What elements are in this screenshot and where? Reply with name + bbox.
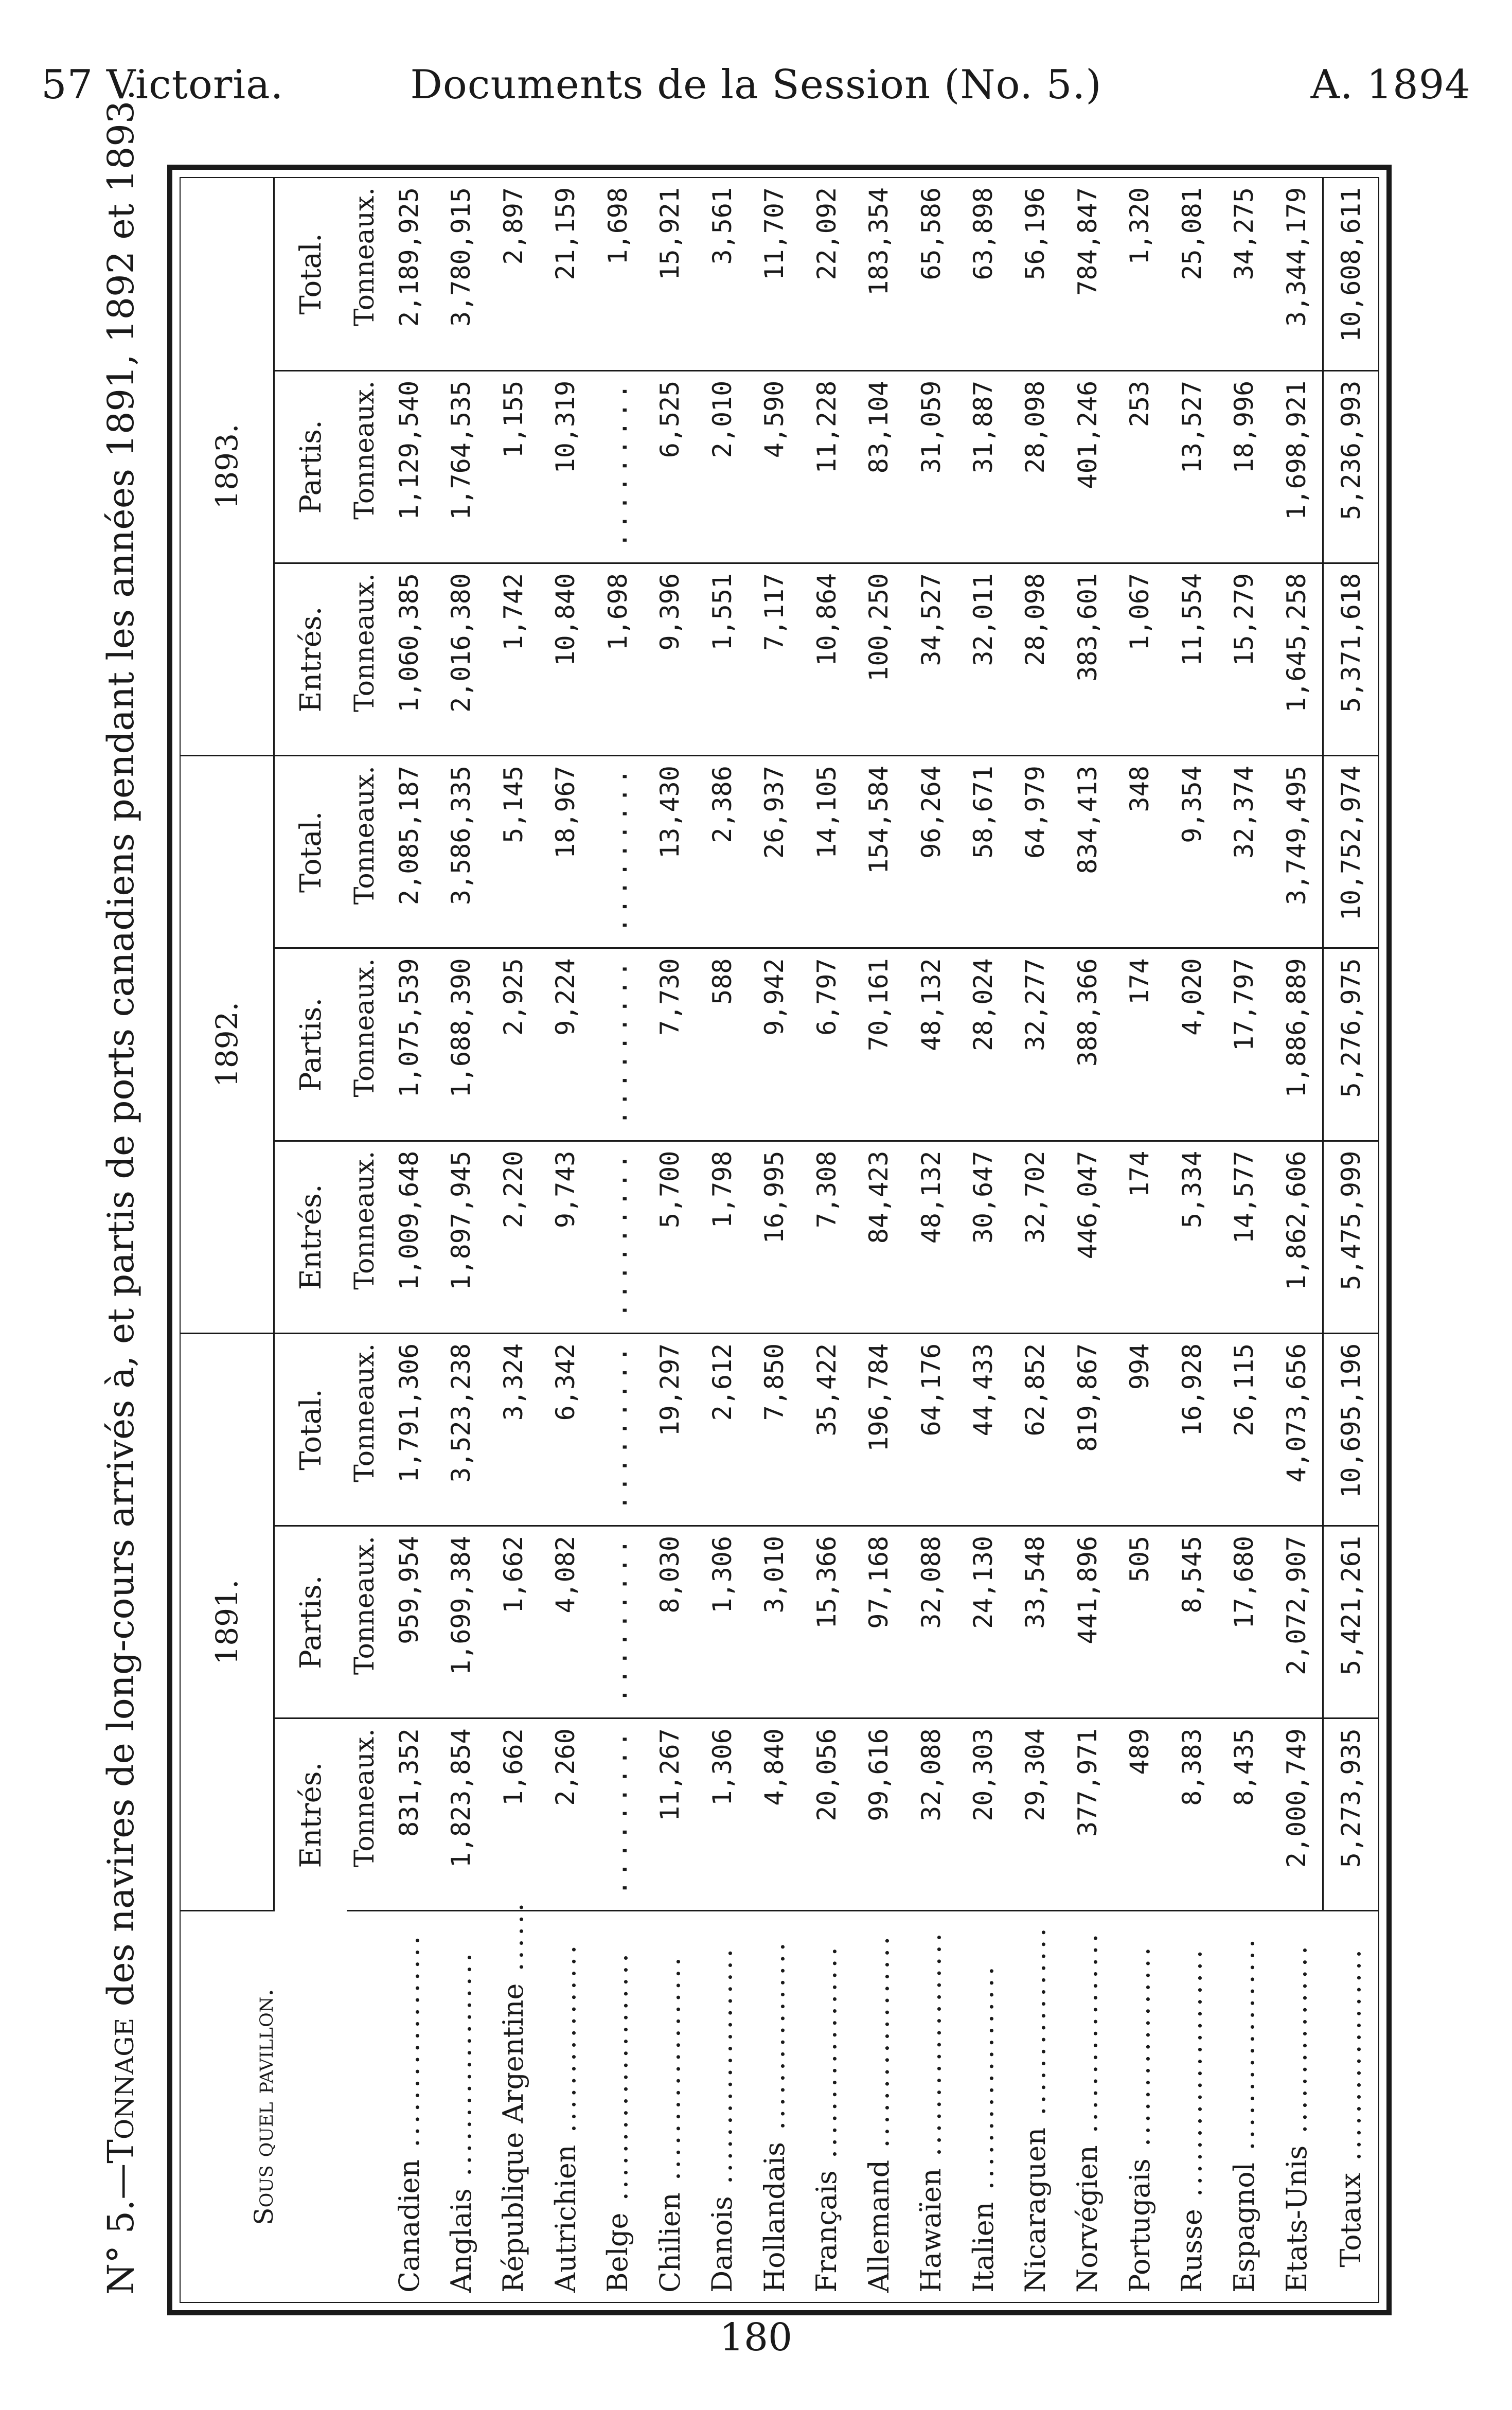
table-row <box>1218 178 1270 2302</box>
table-row <box>487 178 539 2302</box>
tonnage-cell: 834,413 <box>1061 756 1113 948</box>
totals-label <box>1323 1911 1378 2302</box>
flag-name <box>1061 1911 1113 2302</box>
leader-dots: ................... <box>915 1929 948 2169</box>
tonnage-cell: 1,688,390 <box>435 948 487 1141</box>
table-row <box>540 178 592 2302</box>
flag-name <box>748 1911 800 2302</box>
tonnage-cell: 19,297 <box>644 1333 696 1526</box>
tonnage-cell: 183,354 <box>852 178 904 370</box>
tonnage-cell: 1,764,535 <box>435 370 487 563</box>
tonnage-cell: 58,671 <box>957 756 1009 948</box>
flag-name <box>696 1911 748 2302</box>
total-cell: 5,371,618 <box>1323 563 1378 755</box>
year-header-1891: 1891. <box>181 1333 274 1911</box>
table-row <box>592 178 644 2302</box>
tonnage-cell: 1,798 <box>696 1141 748 1333</box>
flag-name <box>1166 1911 1218 2302</box>
unit-label: Tonneaux. <box>347 563 383 755</box>
tonnage-cell: 31,887 <box>957 370 1009 563</box>
tonnage-cell: ......... <box>592 1718 644 1911</box>
tonnage-cell: 1,129,540 <box>383 370 435 563</box>
table-row <box>696 178 748 2302</box>
label-column-header: Sous quel pavillon. <box>248 1988 279 2225</box>
tonnage-cell: 383,601 <box>1061 563 1113 755</box>
total-cell: 5,475,999 <box>1323 1141 1378 1333</box>
tonnage-cell: 1,886,889 <box>1270 948 1323 1141</box>
subheader-1-2: Total. <box>274 756 347 948</box>
tonnage-cell: 1,662 <box>487 1718 539 1911</box>
tonnage-cell: 97,168 <box>852 1526 904 1718</box>
flag-name-text: Norvégien <box>1071 2145 1104 2293</box>
leader-dots: ................ <box>549 1942 582 2145</box>
tonnage-cell: 11,228 <box>801 370 852 563</box>
flag-name <box>435 1911 487 2302</box>
year-header-1892: 1892. <box>181 756 274 1334</box>
tonnage-cell: 24,130 <box>957 1526 1009 1718</box>
leader-dots: .................... <box>706 1945 739 2196</box>
flag-name-text: Hawaïen <box>915 2168 948 2293</box>
flag-name-text: Italien <box>967 2202 1000 2293</box>
tonnage-cell: 16,995 <box>748 1141 800 1333</box>
tonnage-cell: 1,645,258 <box>1270 563 1323 755</box>
unit-label: Tonneaux. <box>347 756 383 948</box>
unit-label: Tonneaux. <box>347 1333 383 1526</box>
tonnage-table <box>181 178 1378 2302</box>
tonnage-cell: 1,075,539 <box>383 948 435 1141</box>
tonnage-cell: 2,220 <box>487 1141 539 1333</box>
tonnage-cell: 64,979 <box>1009 756 1061 948</box>
caption-prefix: N° 5.— <box>100 2163 142 2295</box>
tonnage-cell: 70,161 <box>852 948 904 1141</box>
leader-dots: ................ <box>1019 1925 1052 2128</box>
tonnage-cell: 6,797 <box>801 948 852 1141</box>
flag-name <box>592 1911 644 2302</box>
tonnage-cell: 174 <box>1114 948 1166 1141</box>
flag-name <box>1009 1911 1061 2302</box>
tonnage-cell: ......... <box>592 1333 644 1526</box>
tonnage-cell: 1,306 <box>696 1718 748 1911</box>
tonnage-cell: 63,898 <box>957 178 1009 370</box>
tonnage-cell: 32,374 <box>1218 756 1270 948</box>
tonnage-cell: 96,264 <box>905 756 957 948</box>
tonnage-cell: 196,784 <box>852 1333 904 1526</box>
tonnage-cell: 2,925 <box>487 948 539 1141</box>
subheader-1-1: Partis. <box>274 948 347 1141</box>
tonnage-cell: 14,105 <box>801 756 852 948</box>
tonnage-cell: 2,085,187 <box>383 756 435 948</box>
flag-name <box>1114 1911 1166 2302</box>
tonnage-cell: ......... <box>592 756 644 948</box>
tonnage-cell: 4,590 <box>748 370 800 563</box>
tonnage-cell: 56,196 <box>1009 178 1061 370</box>
tonnage-cell: 7,730 <box>644 948 696 1141</box>
tonnage-cell: 489 <box>1114 1718 1166 1911</box>
tonnage-cell: 1,698,921 <box>1270 370 1323 563</box>
tonnage-cell: 388,366 <box>1061 948 1113 1141</box>
unit-label: Tonneaux. <box>347 178 383 370</box>
flag-name <box>540 1911 592 2302</box>
leader-dots: .................. <box>393 1933 425 2159</box>
tonnage-cell: 1,823,854 <box>435 1718 487 1911</box>
tonnage-cell: 29,304 <box>1009 1718 1061 1911</box>
tonnage-cell: 26,937 <box>748 756 800 948</box>
tonnage-cell: 2,386 <box>696 756 748 948</box>
flag-name-text: Danois <box>706 2196 739 2293</box>
tonnage-cell: 784,847 <box>1061 178 1113 370</box>
flag-name-text: Etats-Unis <box>1280 2145 1313 2293</box>
units-row <box>347 178 383 2302</box>
tonnage-cell: 1,698 <box>592 563 644 755</box>
tonnage-cell: 446,047 <box>1061 1141 1113 1333</box>
tonnage-cell: 17,680 <box>1218 1526 1270 1718</box>
flag-name <box>801 1911 852 2302</box>
flag-name <box>905 1911 957 2302</box>
table-row <box>435 178 487 2302</box>
tonnage-cell: 4,840 <box>748 1718 800 1911</box>
table-inner-frame <box>180 177 1379 2303</box>
flag-name-text: Anglais <box>444 2188 477 2293</box>
totals-row <box>1323 178 1378 2302</box>
tonnage-cell: 377,971 <box>1061 1718 1113 1911</box>
unit-label: Tonneaux. <box>347 1718 383 1911</box>
tonnage-cell: 831,352 <box>383 1718 435 1911</box>
flag-name-text: Nicaraguen <box>1019 2127 1052 2293</box>
tonnage-cell: 4,082 <box>540 1526 592 1718</box>
leader-dots: ...... <box>497 1900 530 1983</box>
tonnage-cell: 16,928 <box>1166 1333 1218 1526</box>
tonnage-cell: 4,020 <box>1166 948 1218 1141</box>
tonnage-cell: 2,189,925 <box>383 178 435 370</box>
tonnage-cell: 30,647 <box>957 1141 1009 1333</box>
flag-name-text: Allemand <box>862 2159 895 2293</box>
subheader-0-1: Partis. <box>274 1526 347 1718</box>
leader-dots: ................. <box>1123 1944 1156 2159</box>
tonnage-cell: 15,279 <box>1218 563 1270 755</box>
header-right: A. 1894 <box>1310 62 1471 108</box>
tonnage-cell: 64,176 <box>905 1333 957 1526</box>
tonnage-cell: 441,896 <box>1061 1526 1113 1718</box>
tonnage-cell: 84,423 <box>852 1141 904 1333</box>
tonnage-cell: 819,867 <box>1061 1333 1113 1526</box>
caption-rest: des navires de long-cours arrivés à, et partis de ports canadiens pendant les années 1891, 1892 et 1893. <box>100 89 142 2018</box>
table-row <box>1061 178 1113 2302</box>
tonnage-cell: 65,586 <box>905 178 957 370</box>
total-cell: 10,608,611 <box>1323 178 1378 370</box>
flag-name-text: Russe <box>1176 2209 1208 2293</box>
leader-dots: ................. <box>1071 1930 1104 2146</box>
subheader-0-2: Total. <box>274 1333 347 1526</box>
total-cell: 10,695,196 <box>1323 1333 1378 1526</box>
table-caption <box>87 89 154 2295</box>
tonnage-cell: 28,098 <box>1009 563 1061 755</box>
flag-name <box>487 1900 539 2302</box>
tonnage-cell: 2,897 <box>487 178 539 370</box>
tonnage-cell: 9,743 <box>540 1141 592 1333</box>
tonnage-cell: 5,700 <box>644 1141 696 1333</box>
table-row <box>1166 178 1218 2302</box>
flag-name <box>852 1911 904 2302</box>
table-body <box>347 178 1378 2302</box>
tonnage-cell: 34,275 <box>1218 178 1270 370</box>
tonnage-cell: 2,072,907 <box>1270 1526 1323 1718</box>
unit-label: Tonneaux. <box>347 370 383 563</box>
tonnage-cell: 35,422 <box>801 1333 852 1526</box>
tonnage-cell: 3,344,179 <box>1270 178 1323 370</box>
tonnage-cell: 3,586,335 <box>435 756 487 948</box>
tonnage-cell: 1,551 <box>696 563 748 755</box>
leader-dots: ................ <box>1280 1942 1313 2146</box>
tonnage-cell: 32,011 <box>957 563 1009 755</box>
tonnage-cell: 15,921 <box>644 178 696 370</box>
subheader-2-0: Entrés. <box>274 563 347 755</box>
tonnage-cell: 8,435 <box>1218 1718 1270 1911</box>
table-row <box>1114 178 1166 2302</box>
tonnage-cell: 26,115 <box>1218 1333 1270 1526</box>
flag-name-text: Portugais <box>1123 2158 1156 2293</box>
tonnage-cell: 1,067 <box>1114 563 1166 755</box>
tonnage-cell: 8,545 <box>1166 1526 1218 1718</box>
flag-name-text: Hollandais <box>758 2142 791 2293</box>
tonnage-cell: 18,996 <box>1218 370 1270 563</box>
tonnage-cell: 8,383 <box>1166 1718 1218 1911</box>
tonnage-cell: 1,662 <box>487 1526 539 1718</box>
tonnage-cell: 3,780,915 <box>435 178 487 370</box>
tonnage-cell: 3,523,238 <box>435 1333 487 1526</box>
tonnage-cell: 7,308 <box>801 1141 852 1333</box>
tonnage-cell: 253 <box>1114 370 1166 563</box>
leader-dots: ................ <box>758 1939 791 2142</box>
tonnage-cell: 10,864 <box>801 563 852 755</box>
flag-name-text: Canadien <box>393 2159 425 2293</box>
leader-dots: ..................... <box>1176 1946 1208 2209</box>
total-cell: 5,276,975 <box>1323 948 1378 1141</box>
tonnage-cell: 6,342 <box>540 1333 592 1526</box>
tonnage-cell: 14,577 <box>1218 1141 1270 1333</box>
tonnage-cell: 348 <box>1114 756 1166 948</box>
year-header-1893: 1893. <box>181 178 274 756</box>
tonnage-cell: 32,088 <box>905 1718 957 1911</box>
flag-name <box>383 1911 435 2302</box>
subheader-2-1: Partis. <box>274 370 347 563</box>
flag-name-text: Autrichien <box>549 2145 582 2293</box>
flag-name-text: Belge <box>601 2212 634 2293</box>
subheader-0-0: Entrés. <box>294 1762 328 1868</box>
tonnage-cell: 3,010 <box>748 1526 800 1718</box>
tonnage-cell: 83,104 <box>852 370 904 563</box>
tonnage-cell: 25,081 <box>1166 178 1218 370</box>
subheader-2-2: Total. <box>274 178 347 370</box>
subheader-1-0: Entrés. <box>274 1141 347 1333</box>
tonnage-cell: 3,324 <box>487 1333 539 1526</box>
tonnage-cell: 10,319 <box>540 370 592 563</box>
tonnage-cell: 1,320 <box>1114 178 1166 370</box>
flag-name-text: Français <box>810 2170 843 2293</box>
table-row <box>801 178 852 2302</box>
tonnage-cell: 1,742 <box>487 563 539 755</box>
tonnage-cell: 48,132 <box>905 948 957 1141</box>
tonnage-cell: 17,797 <box>1218 948 1270 1141</box>
flag-name-text: Chilien <box>653 2192 686 2293</box>
table-row <box>644 178 696 2302</box>
total-cell: 5,421,261 <box>1323 1526 1378 1718</box>
total-cell: 5,273,935 <box>1323 1718 1378 1911</box>
table-frame <box>167 165 1392 2315</box>
tonnage-cell: 2,612 <box>696 1333 748 1526</box>
tonnage-cell: 9,224 <box>540 948 592 1141</box>
tonnage-cell: 1,060,385 <box>383 563 435 755</box>
tonnage-cell: 9,354 <box>1166 756 1218 948</box>
tonnage-cell: 11,267 <box>644 1718 696 1911</box>
total-cell: 10,752,974 <box>1323 756 1378 948</box>
tonnage-cell: 18,967 <box>540 756 592 948</box>
page-number: 180 <box>719 2315 793 2360</box>
tonnage-cell: 7,117 <box>748 563 800 755</box>
tonnage-cell: 1,897,945 <box>435 1141 487 1333</box>
rotated-table-stage <box>87 89 1404 2315</box>
tonnage-cell: 4,073,656 <box>1270 1333 1323 1526</box>
leader-dots: .................. <box>1228 1936 1260 2163</box>
flag-name <box>644 1911 696 2302</box>
tonnage-cell: 3,561 <box>696 178 748 370</box>
tonnage-cell: 10,840 <box>540 563 592 755</box>
tonnage-cell: 2,016,380 <box>435 563 487 755</box>
flag-name <box>1218 1911 1270 2302</box>
table-row <box>383 178 435 2302</box>
unit-label: Tonneaux. <box>347 948 383 1141</box>
flag-name-text: Espagnol <box>1228 2162 1260 2293</box>
tonnage-cell: 31,059 <box>905 370 957 563</box>
tonnage-cell: 1,791,306 <box>383 1333 435 1526</box>
leader-dots: ................... <box>653 1954 686 2193</box>
tonnage-cell: ......... <box>592 370 644 563</box>
tonnage-cell: 1,698 <box>592 178 644 370</box>
units-blank <box>347 1911 383 2302</box>
tonnage-cell: 11,707 <box>748 178 800 370</box>
tonnage-cell: 20,056 <box>801 1718 852 1911</box>
tonnage-cell: 7,850 <box>748 1333 800 1526</box>
tonnage-cell: 1,699,384 <box>435 1526 487 1718</box>
leader-dots: .................. <box>862 1933 895 2160</box>
tonnage-cell: 48,132 <box>905 1141 957 1333</box>
flag-name <box>1270 1911 1323 2302</box>
tonnage-cell: 2,010 <box>696 370 748 563</box>
table-row <box>1270 178 1323 2302</box>
tonnage-cell: 62,852 <box>1009 1333 1061 1526</box>
tonnage-cell: 100,250 <box>852 563 904 755</box>
flag-name <box>957 1911 1009 2302</box>
leader-dots: .................. <box>810 1944 843 2171</box>
tonnage-cell: 5,334 <box>1166 1141 1218 1333</box>
tonnage-cell: 8,030 <box>644 1526 696 1718</box>
table-row <box>852 178 904 2302</box>
tonnage-cell: 28,098 <box>1009 370 1061 563</box>
table-row <box>748 178 800 2302</box>
tonnage-cell: 6,525 <box>644 370 696 563</box>
tonnage-cell: 1,306 <box>696 1526 748 1718</box>
caption-smallcaps: Tonnage <box>100 2017 142 2164</box>
flag-name-text: République Argentine <box>497 1983 530 2293</box>
tonnage-cell: 174 <box>1114 1141 1166 1333</box>
tonnage-cell: 505 <box>1114 1526 1166 1718</box>
tonnage-cell: 11,554 <box>1166 563 1218 755</box>
tonnage-cell: 9,396 <box>644 563 696 755</box>
unit-label: Tonneaux. <box>347 1526 383 1718</box>
tonnage-cell: 32,277 <box>1009 948 1061 1141</box>
tonnage-cell: 13,430 <box>644 756 696 948</box>
tonnage-cell: 959,954 <box>383 1526 435 1718</box>
tonnage-cell: 401,246 <box>1061 370 1113 563</box>
tonnage-cell: 2,000,749 <box>1270 1718 1323 1911</box>
tonnage-cell: ......... <box>592 1526 644 1718</box>
tonnage-cell: 154,584 <box>852 756 904 948</box>
total-cell: 5,236,993 <box>1323 370 1378 563</box>
tonnage-cell: 99,616 <box>852 1718 904 1911</box>
tonnage-cell: 1,862,606 <box>1270 1141 1323 1333</box>
leader-dots: .................. <box>1334 1946 1367 2173</box>
tonnage-cell: 21,159 <box>540 178 592 370</box>
tonnage-cell: ......... <box>592 948 644 1141</box>
tonnage-cell: 2,260 <box>540 1718 592 1911</box>
leader-dots: ................... <box>444 1950 477 2189</box>
header-center: Documents de la Session (No. 5.) <box>410 62 1102 108</box>
tonnage-cell: 32,702 <box>1009 1141 1061 1333</box>
leader-dots: ................... <box>967 1963 1000 2202</box>
unit-label: Tonneaux. <box>347 1141 383 1333</box>
tonnage-cell: 1,155 <box>487 370 539 563</box>
tonnage-cell: 15,366 <box>801 1526 852 1718</box>
tonnage-cell: 20,303 <box>957 1718 1009 1911</box>
leader-dots: ..................... <box>601 1950 634 2213</box>
table-row <box>1009 178 1061 2302</box>
tonnage-cell: 5,145 <box>487 756 539 948</box>
tonnage-cell: 588 <box>696 948 748 1141</box>
header-left: 57 Victoria. <box>41 62 284 108</box>
totals-label-text: Totaux <box>1334 2173 1367 2267</box>
tonnage-cell: 34,527 <box>905 563 957 755</box>
tonnage-cell: 33,548 <box>1009 1526 1061 1718</box>
tonnage-cell: 994 <box>1114 1333 1166 1526</box>
tonnage-cell: 3,749,495 <box>1270 756 1323 948</box>
tonnage-cell: 22,092 <box>801 178 852 370</box>
tonnage-cell: 13,527 <box>1166 370 1218 563</box>
tonnage-cell: ......... <box>592 1141 644 1333</box>
tonnage-cell: 32,088 <box>905 1526 957 1718</box>
tonnage-cell: 44,433 <box>957 1333 1009 1526</box>
tonnage-cell: 1,009,648 <box>383 1141 435 1333</box>
table-row <box>905 178 957 2302</box>
table-row <box>957 178 1009 2302</box>
tonnage-cell: 9,942 <box>748 948 800 1141</box>
tonnage-cell: 28,024 <box>957 948 1009 1141</box>
